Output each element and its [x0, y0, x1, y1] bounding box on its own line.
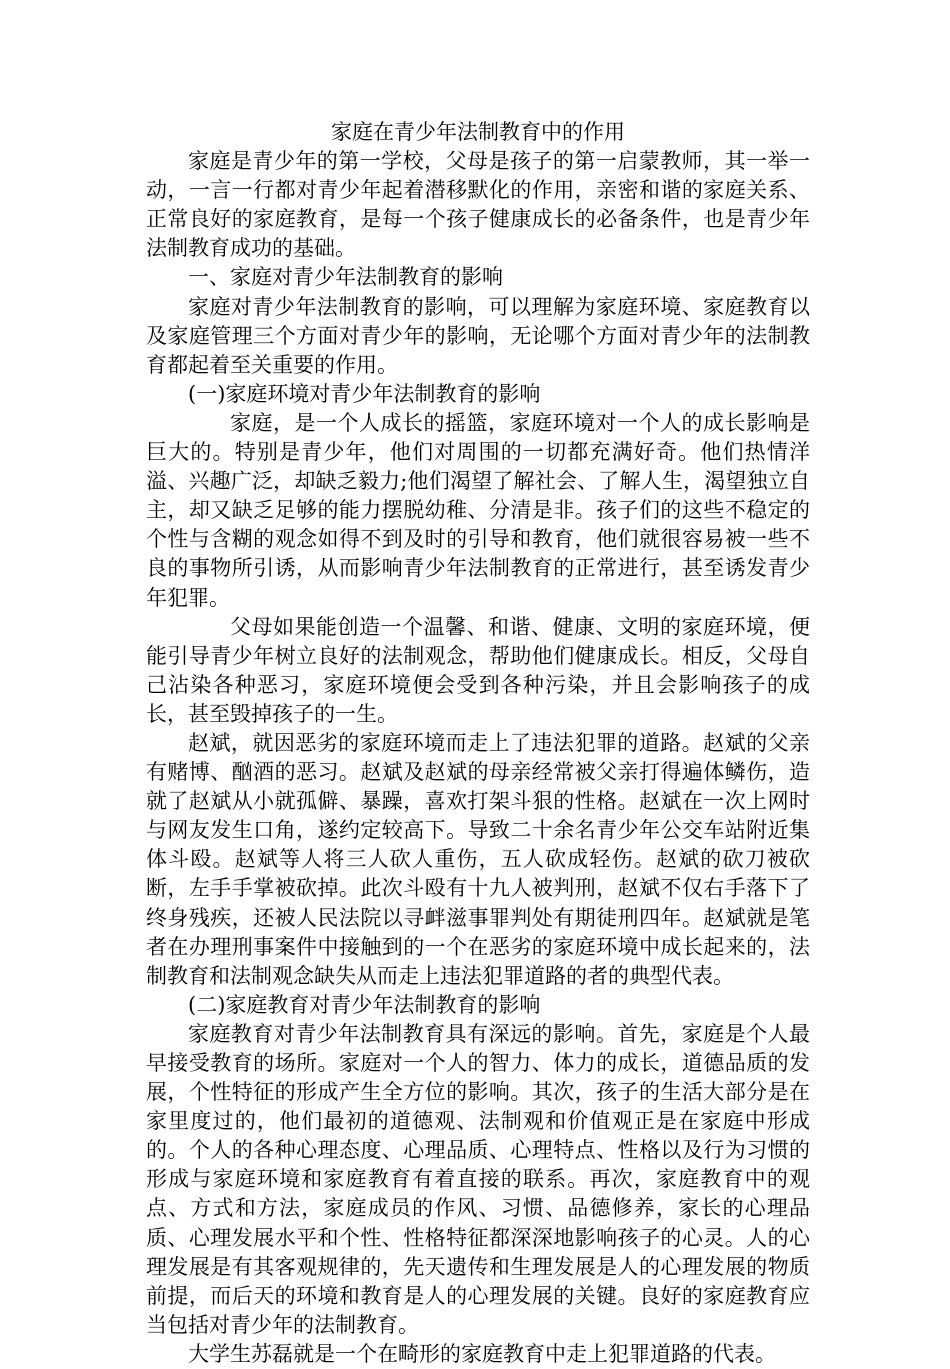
section-1-paragraph: 家庭对青少年法制教育的影响，可以理解为家庭环境、家庭教育以及家庭管理三个方面对青少年的影响，无论哪个方面对青少年的法制教育都起着至关重要的作用。	[146, 294, 810, 377]
section-heading-1: 一、家庭对青少年法制教育的影响	[188, 265, 503, 290]
subsection-1-paragraph-2: 父母如果能创造一个温馨、和谐、健康、文明的家庭环境，便能引导青少年树立良好的法制观念，帮助他们健康成长。相反，父母自己沾染各种恶习，家庭环境便会受到各种污染，并且会影响孩子的成长，甚至毁掉孩子的一生。	[146, 614, 810, 726]
case-zhaobin-paragraph: 赵斌，就因恶劣的家庭环境而走上了违法犯罪的道路。赵斌的父亲有赌博、酗酒的恶习。赵斌及赵斌的母亲经常被父亲打得遍体鳞伤，造就了赵斌从小就孤僻、暴躁，喜欢打架斗狠的性格。赵斌在一次上网时与网友发生口角，遂约定较高下。导致二十余名青少年公交车站附近集体斗殴。赵斌等人将三人砍人重伤，五人砍成轻伤。赵斌的砍刀被砍断，左手手掌被砍掉。此次斗殴有十九人被判刑，赵斌不仅右手落下了终身残疾，还被人民法院以寻衅滋事罪判处有期徒刑四年。赵斌就是笔者在办理刑事案件中接触到的一个在恶劣的家庭环境中成长起来的，法制教育和法制观念缺失从而走上违法犯罪道路的者的典型代表。	[146, 730, 810, 988]
document-title: 家庭在青少年法制教育中的作用	[331, 120, 625, 144]
case-sulei-paragraph: 大学生苏磊就是一个在畸形的家庭教育中走上犯罪道路的代表。	[188, 1341, 776, 1366]
subsection-heading-1: (一)家庭环境对青少年法制教育的影响	[188, 381, 541, 406]
subsection-heading-2: (二)家庭教育对青少年法制教育的影响	[188, 992, 541, 1017]
intro-paragraph: 家庭是青少年的第一学校，父母是孩子的第一启蒙教师，其一举一动，一言一行都对青少年起着潜移默化的作用，亲密和谐的家庭关系、正常良好的家庭教育，是每一个孩子健康成长的必备条件，也是青少年法制教育成功的基础。	[146, 149, 810, 261]
subsection-2-paragraph: 家庭教育对青少年法制教育具有深远的影响。首先，家庭是个人最早接受教育的场所。家庭对一个人的智力、体力的成长，道德品质的发展，个性特征的形成产生全方位的影响。其次，孩子的生活大部分是在家里度过的，他们最初的道德观、法制观和价值观正是在家庭中形成的。个人的各种心理态度、心理品质、心理特点、性格以及行为习惯的形成与家庭环境和家庭教育有着直接的联系。再次，家庭教育中的观点、方式和方法，家庭成员的作风、习惯、品德修养，家长的心理品质、心理发展水平和个性、性格特征都深深地影响孩子的心灵。人的心理发展是有其客观规律的，先天遗传和生理发展是人的心理发展的物质前提，而后天的环境和教育是人的心理发展的关键。良好的家庭教育应当包括对青少年的法制教育。	[146, 1021, 810, 1337]
subsection-1-paragraph-1: 家庭，是一个人成长的摇篮，家庭环境对一个人的成长影响是巨大的。特别是青少年，他们对周围的一切都充满好奇。他们热情洋溢、兴趣广泛，却缺乏毅力;他们渴望了解社会、了解人生，渴望独立自主，却又缺乏足够的能力摆脱幼稚、分清是非。孩子们的这些不稳定的个性与含糊的观念如得不到及时的引导和教育，他们就很容易被一些不良的事物所引诱，从而影响青少年法制教育的正常进行，甚至诱发青少年犯罪。	[146, 410, 810, 610]
document-page	[146, 118, 810, 1369]
